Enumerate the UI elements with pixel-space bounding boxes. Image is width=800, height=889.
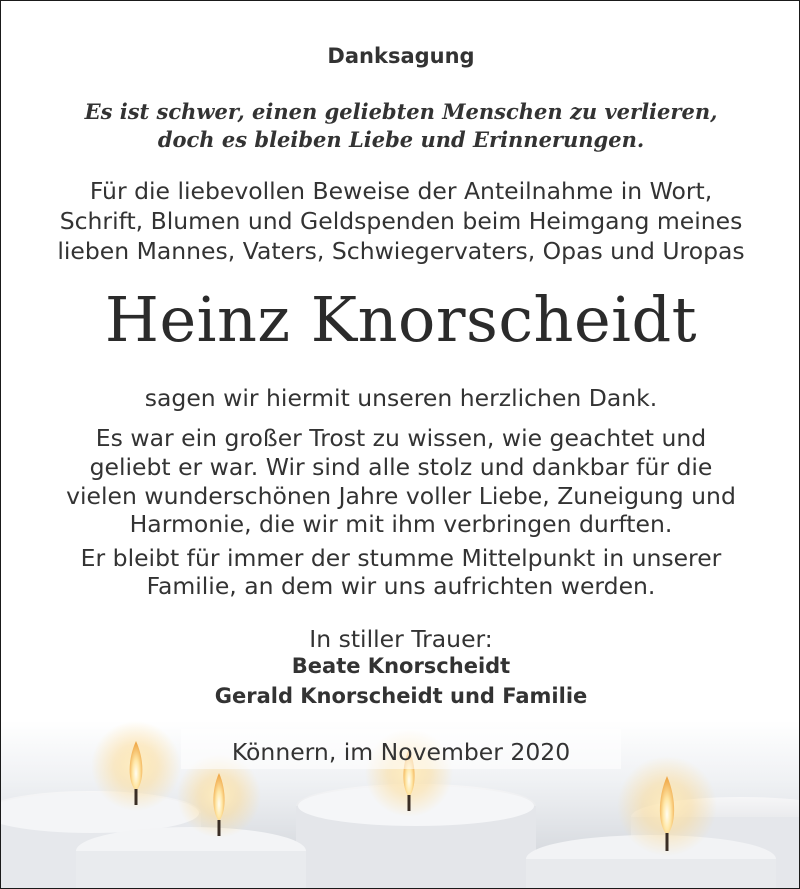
mourning-line: In stiller Trauer: <box>309 625 493 653</box>
candle-front-left <box>76 827 306 889</box>
thanks-line: sagen wir hiermit unseren herzlichen Dank. <box>144 384 658 412</box>
flame-icon <box>91 721 181 811</box>
paragraph2-line-2: Familie, an dem wir uns aufrichten werden. <box>146 572 656 600</box>
place-date: Könnern, im November 2020 <box>231 738 571 766</box>
signatory-2: Gerald Knorscheidt und Familie <box>214 684 588 708</box>
deceased-name: Heinz Knorscheidt <box>104 283 698 356</box>
quote-line-2: doch es bleiben Liebe und Erinnerungen. <box>157 127 645 152</box>
intro-line-3: lieben Mannes, Vaters, Schwiegervaters, Opas und Uropas <box>57 237 745 265</box>
paragraph2-line-1: Er bleibt für immer der stumme Mittelpunkt in unserer <box>80 544 722 572</box>
quote-line-1: Es ist schwer, einen geliebten Menschen zu verlieren, <box>84 99 718 124</box>
flame-icon <box>617 756 717 856</box>
paragraph1-line-3: vielen wunderschönen Jahre voller Liebe, Zuneigung und <box>66 482 736 510</box>
signatory-1: Beate Knorscheidt <box>291 654 511 678</box>
paragraph1-line-4: Harmonie, die wir mit ihm verbringen durften. <box>129 510 673 538</box>
paragraph1-line-2: geliebt er war. Wir sind alle stolz und dankbar für die <box>89 453 713 481</box>
paragraph1-line-1: Es war ein großer Trost zu wissen, wie geachtet und <box>95 424 707 452</box>
intro-line-2: Schrift, Blumen und Geldspenden beim Heimgang meines <box>59 207 743 235</box>
intro-line-1: Für die liebevollen Beweise der Anteilnahme in Wort, <box>89 177 713 205</box>
heading: Danksagung <box>327 44 475 68</box>
